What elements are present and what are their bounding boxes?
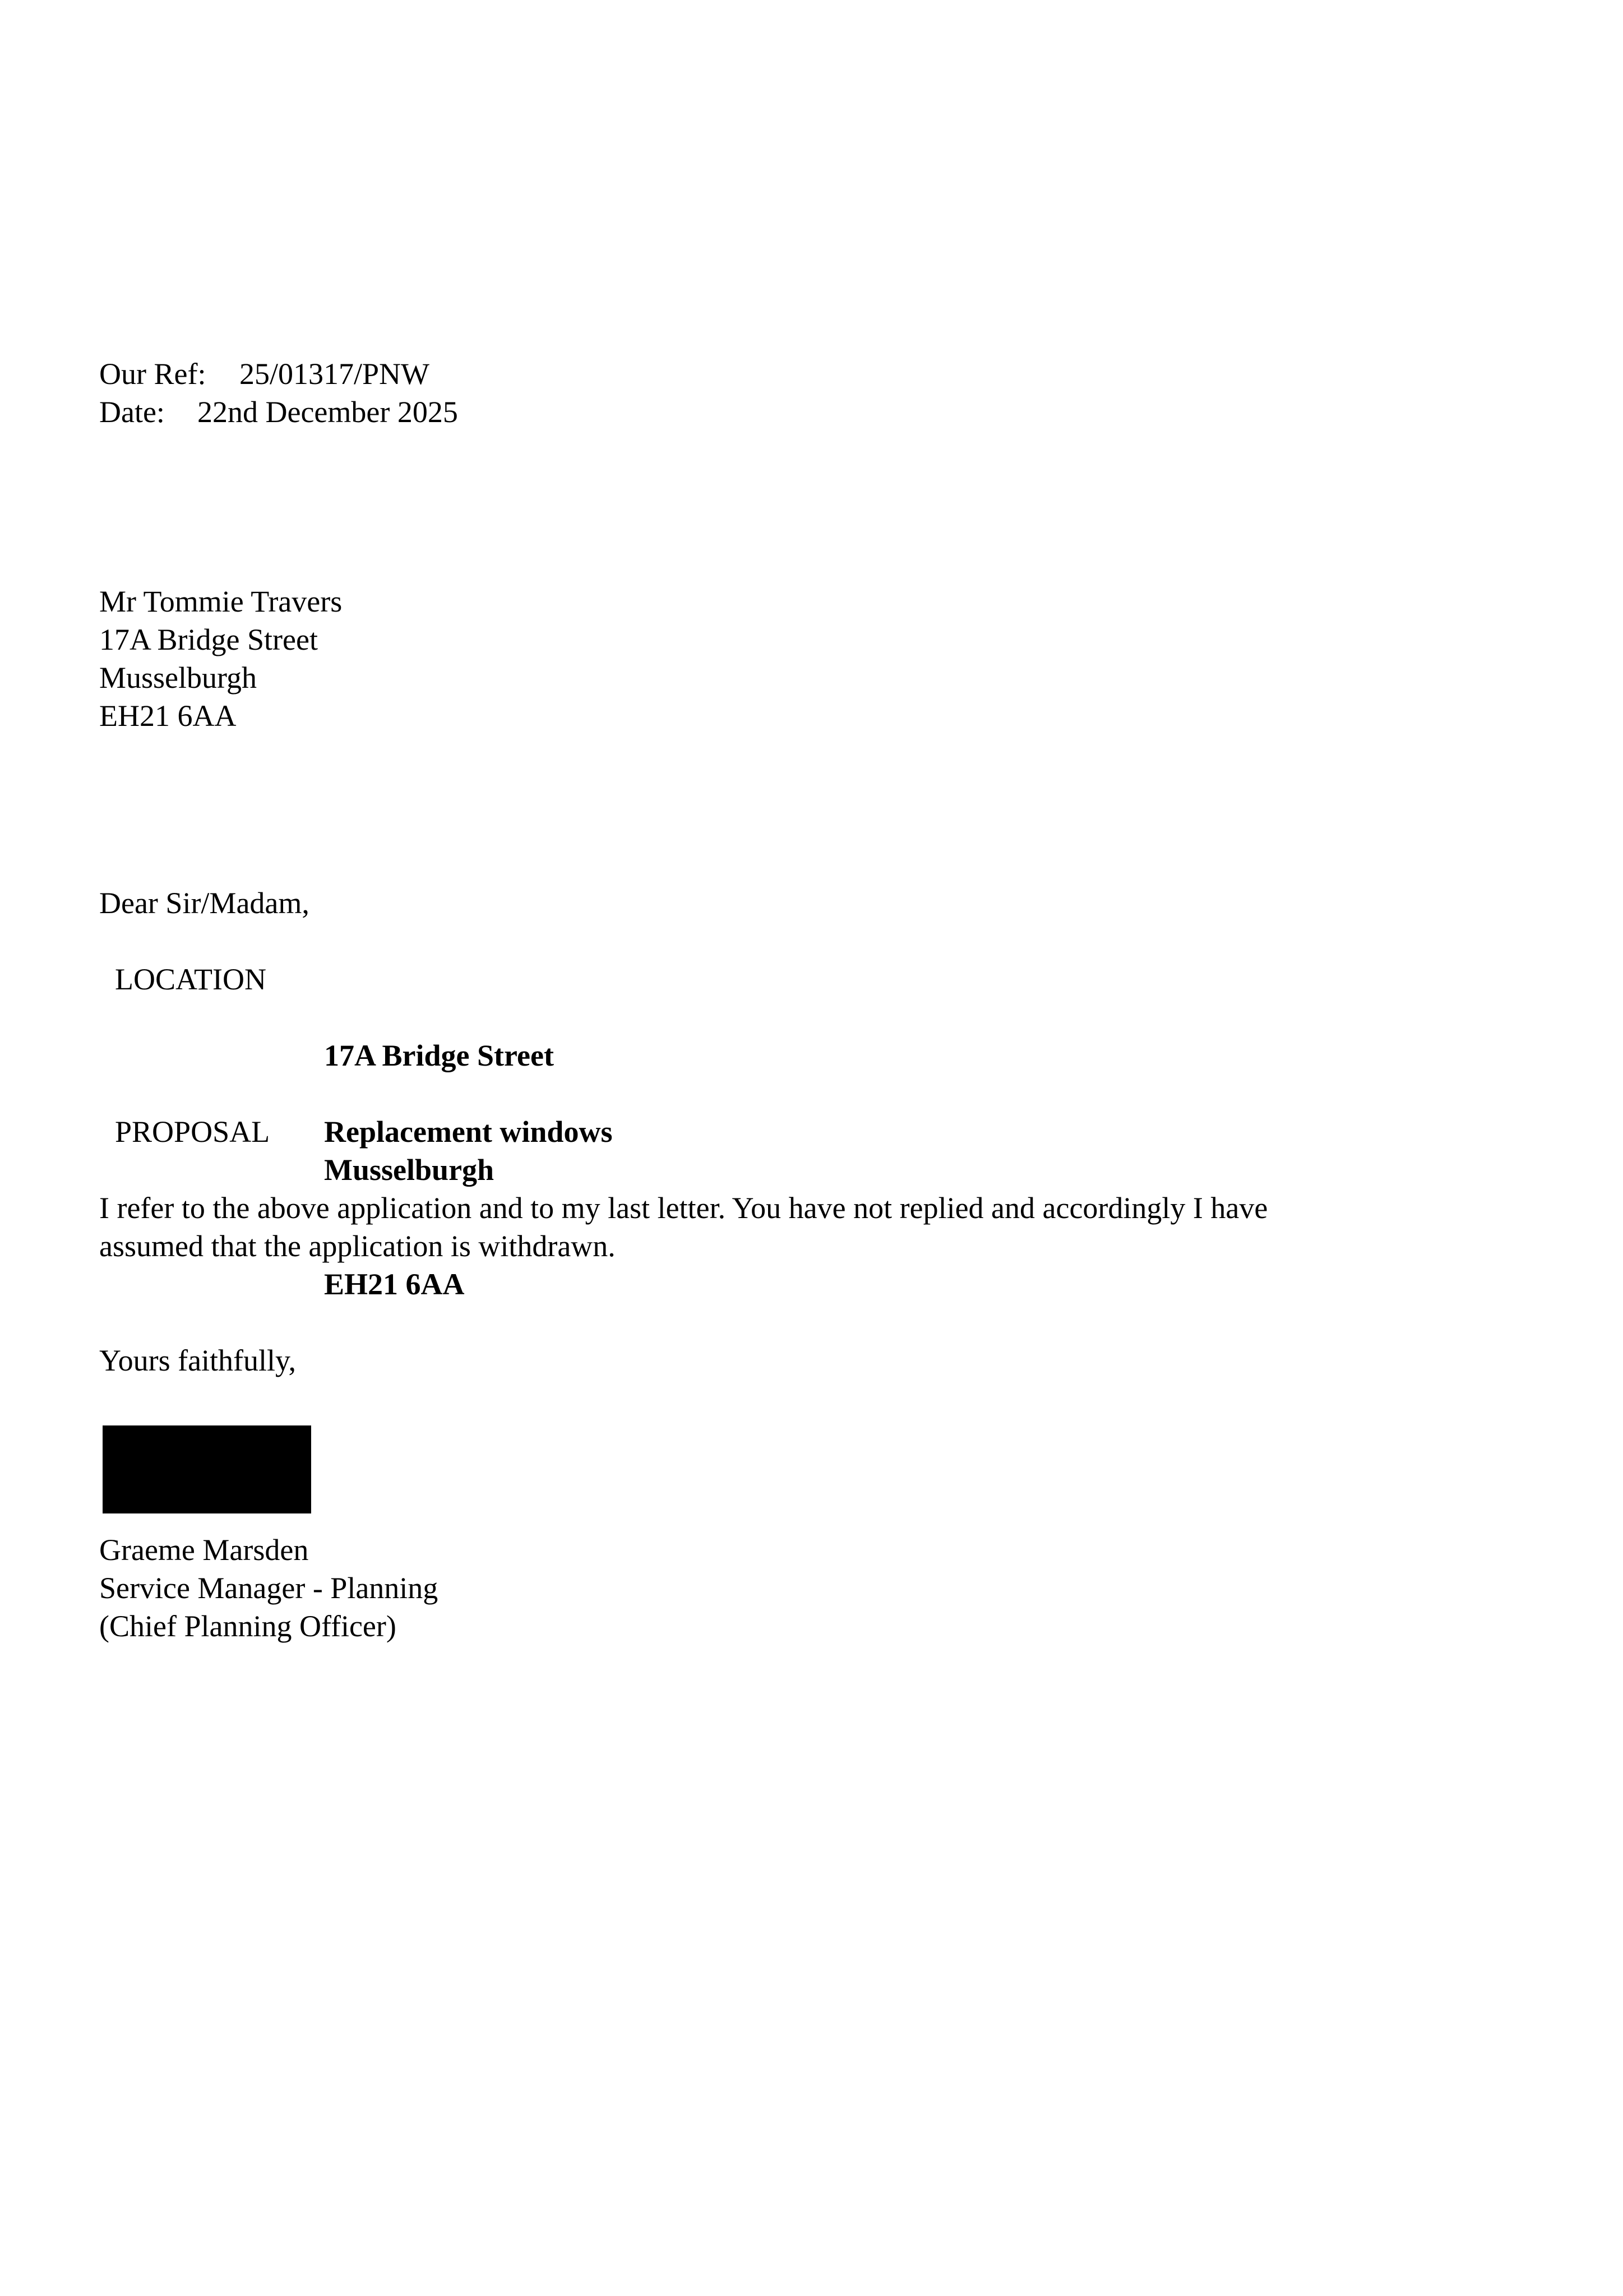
body-line2: assumed that the application is withdrawn. <box>99 1229 616 1263</box>
our-ref-line <box>99 355 458 393</box>
proposal-value: Replacement windows <box>324 1115 613 1149</box>
closing: Yours faithfully, <box>99 1344 297 1377</box>
location-value <box>324 960 554 1380</box>
date-value: 22nd December 2025 <box>197 395 458 429</box>
recipient-address <box>99 582 342 735</box>
body-line1: I refer to the above application and to my last letter. You have not replied and accordingly I have <box>99 1191 1268 1225</box>
letter-body <box>99 1189 1501 1265</box>
signatory-name: Graeme Marsden <box>99 1533 309 1567</box>
recipient-postcode: EH21 6AA <box>99 699 237 733</box>
location-label: LOCATION <box>115 962 266 996</box>
our-ref-value: 25/01317/PNW <box>239 357 430 391</box>
redacted-signature <box>103 1425 311 1513</box>
signatory-title: Service Manager - Planning <box>99 1571 438 1605</box>
signatory-role: (Chief Planning Officer) <box>99 1609 396 1643</box>
date-label: Date: <box>99 395 165 429</box>
recipient-name: Mr Tommie Travers <box>99 585 343 618</box>
recipient-address-line2: Musselburgh <box>99 661 257 695</box>
recipient-address-line1: 17A Bridge Street <box>99 623 318 656</box>
date-line <box>99 393 458 431</box>
location-line3: EH21 6AA <box>324 1267 465 1301</box>
reference-block <box>99 355 458 431</box>
location-line2: Musselburgh <box>324 1153 494 1187</box>
proposal-label: PROPOSAL <box>115 1115 270 1149</box>
signatory-block <box>99 1531 438 1645</box>
salutation: Dear Sir/Madam, <box>99 886 309 920</box>
our-ref-label: Our Ref: <box>99 357 206 391</box>
location-line1: 17A Bridge Street <box>324 1039 554 1072</box>
